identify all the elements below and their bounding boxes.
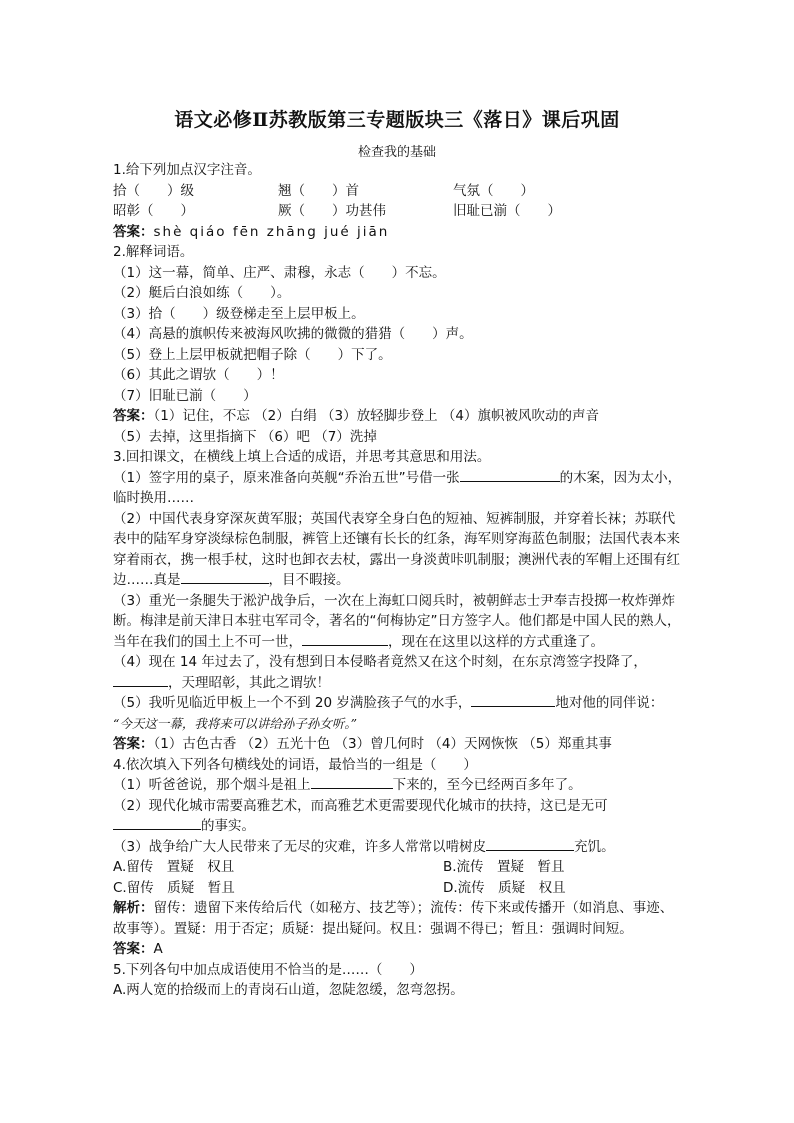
- option-b: B.流传 置疑 暂且: [443, 859, 565, 875]
- q2-item: （7）旧耻已湔（ ）: [113, 387, 257, 404]
- option-d: D.流传 质疑 权且: [443, 879, 566, 896]
- q4-answer: [113, 939, 683, 960]
- question-body: [113, 160, 683, 1001]
- q4-text: 下来的，至今已经两百多年了。: [392, 777, 582, 793]
- q3-text: ，天理昭彰，其此之谓欤！: [168, 674, 330, 691]
- q5-option-a: A.两人宽的拾级而上的青岗石山道，忽陡忽缓，忽弯忽拐。: [113, 982, 464, 998]
- fill-blank: [181, 570, 269, 584]
- q4-text: （3）战争给广大人民带来了无尽的灾难，许多人常常以啃树皮: [113, 838, 487, 855]
- q1-item: 旧耻已湔（ ）: [453, 203, 561, 219]
- q2-stem: 2.解释词语。: [113, 244, 194, 260]
- q2-answer-cont: （5）去掉，这里指摘下 （6）吧 （7）洗掉: [113, 428, 377, 445]
- q3-para-4: [113, 652, 683, 693]
- q3-text: （5）我听见临近甲板上一个不到 20 岁满脸孩子气的水手，: [113, 695, 472, 711]
- fill-blank: [311, 775, 393, 789]
- q4-options-row-1: [113, 857, 683, 878]
- q2-answer: [113, 406, 683, 427]
- q3-text: 的木案，因为太小，临时换用……: [113, 469, 682, 506]
- q2-item: （1）这一幕，简单、庄严、肃穆，永志（ ）不忘。: [113, 264, 446, 281]
- answer-text: A: [153, 941, 163, 957]
- fill-blank: [113, 816, 201, 830]
- q3-stem: 3.回扣课文，在横线上填上合适的成语，并思考其意思和用法。: [113, 449, 491, 465]
- answer-label: 答案：: [113, 941, 154, 957]
- answer-label: 答案：: [113, 736, 154, 752]
- q3-text: （4）现在 14 年过去了，没有想到日本侵略者竟然又在这个时刻，在东京湾签字投降了，: [113, 654, 647, 670]
- q4-sentence-1: [113, 775, 683, 796]
- q3-text: 地对他的同伴说：: [555, 695, 664, 711]
- q3-text: ，现在在这里以这样的方式重逢了。: [388, 633, 604, 650]
- q1-stem: 1.给下列加点汉字注音。: [113, 162, 261, 178]
- q3-para-5: [113, 693, 683, 714]
- q4-analysis: [113, 898, 683, 939]
- q2-item: （3）拾（ ）级登梯走至上层甲板上。: [113, 305, 365, 322]
- fill-blank: [302, 632, 388, 646]
- q1-row-2: [113, 201, 683, 222]
- fill-blank: [113, 673, 168, 687]
- q5-stem: 5.下列各句中加点成语使用不恰当的是……（ ）: [113, 961, 423, 978]
- q4-sentence-3: [113, 837, 683, 858]
- q4-text: （1）听爸爸说，那个烟斗是祖上: [113, 777, 311, 793]
- answer-text: shè qiáo fēn zhāng jué jiān: [153, 223, 390, 240]
- q1-item: 厥（ ）功甚伟: [278, 203, 386, 219]
- q1-item: 翘（ ）首: [278, 182, 359, 199]
- q1-answer: [113, 222, 683, 243]
- q4-sentence-2: [113, 796, 683, 837]
- answer-label: 答案：: [113, 223, 154, 240]
- q4-text: （2）现代化城市需要高雅艺术，而高雅艺术更需要现代化城市的扶持，这已是无可: [113, 797, 608, 814]
- answer-text: （1）记住，不忘 （2）白绢 （3）放轻脚步登上 （4）旗帜被风吹动的声音: [153, 408, 599, 424]
- q3-text: （1）签字用的桌子，原来准备向英舰“乔治五世”号借一张: [113, 469, 460, 486]
- q1-item: 拾（ ）级: [113, 182, 194, 199]
- q3-para-3: [113, 591, 683, 653]
- q4-stem: 4.依次填入下列各句横线处的词语，最恰当的一组是（ ）: [113, 756, 477, 773]
- q3-quote: “今天这一幕，我将来可以讲给孙子孙女听。”: [113, 715, 358, 731]
- fill-blank: [460, 468, 560, 482]
- q3-para-2: [113, 509, 683, 591]
- q1-row-1: [113, 181, 683, 202]
- option-c: C.留传 质疑 暂且: [113, 879, 235, 896]
- q2-item: （6）其此之谓欤（ ）！: [113, 367, 284, 383]
- q4-options-row-2: [113, 878, 683, 899]
- q3-para-1: [113, 468, 683, 509]
- q3-answer: [113, 734, 683, 755]
- q2-item: （5）登上上层甲板就把帽子除（ ）下了。: [113, 346, 392, 363]
- q3-text: （3）重光一条腿失于淞沪战争后，一次在上海虹口阅兵时，被朝鲜志士尹奉吉投掷一枚炸弹炸断。梅津是前天津日本驻屯军司令，著名的“何梅协定”日方签字人。他们都是中国人民的熟人，当年在我们的国土上不可一世，: [113, 592, 681, 650]
- option-a: A.留传 置疑 权且: [113, 859, 235, 875]
- q3-text: （2）中国代表身穿深灰黄军服；英国代表穿全身白色的短袖、短裤制服，并穿着长袜；苏联代表中的陆军身穿淡绿棕色制服，裤管上还镶有长长的红条，海军则穿海蓝色制服；法国代表本来穿着雨衣，携一根手杖，这时也卸衣去杖，露出一身淡黄咔叽制服；澳洲代表的军帽上还围有红边……真是: [113, 510, 680, 588]
- fill-blank: [471, 693, 555, 707]
- q4-text: 充饥。: [574, 838, 615, 855]
- q2-item: （4）高悬的旗帜传来被海风吹拂的微微的猎猎（ ）声。: [113, 326, 473, 342]
- section-subtitle: 检查我的基础: [357, 145, 436, 160]
- q3-text: ，目不暇接。: [268, 572, 350, 588]
- q1-item: 气氛（ ）: [453, 182, 534, 199]
- analysis-text: 留传：遗留下来传给后代（如秘方、技艺等）；流传：传下来或传播开（如消息、事迹、故事等）。置疑：用于否定；质疑：提出疑问。权且：强调不得已；暂且：强调时间短。: [113, 900, 674, 937]
- fill-blank: [486, 837, 574, 851]
- answer-label: 答案：: [113, 408, 154, 424]
- q4-text: 的事实。: [201, 818, 255, 834]
- q2-item: （2）艇后白浪如练（ ）。: [113, 285, 291, 301]
- page-title: 语文必修Ⅱ苏教版第三专题版块三《落日》课后巩固: [174, 109, 620, 131]
- answer-text: （1）古色古香 （2）五光十色 （3）曾几何时 （4）天网恢恢 （5）郑重其事: [153, 736, 612, 752]
- analysis-label: 解析：: [113, 900, 154, 916]
- q1-item: 昭彰（ ）: [113, 203, 194, 219]
